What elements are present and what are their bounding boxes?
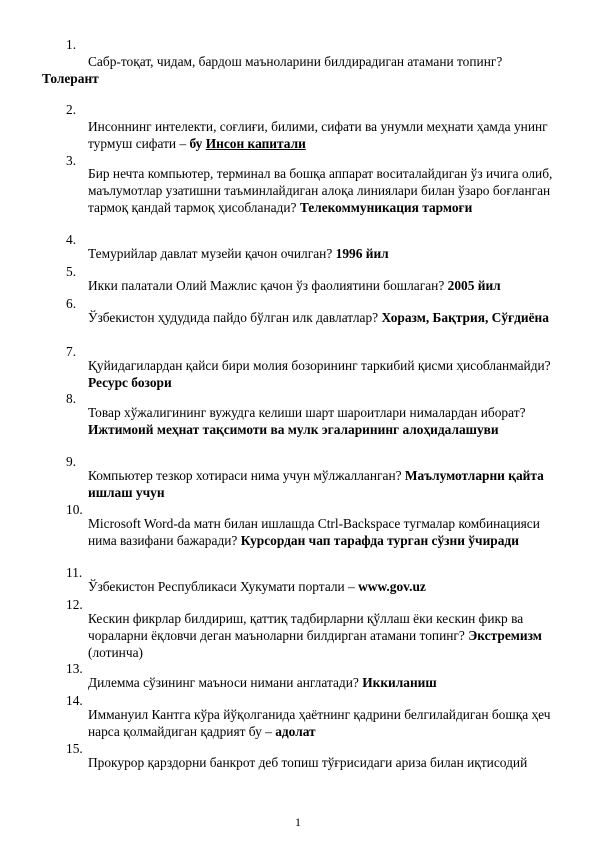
- question-text: [88, 165, 554, 216]
- item-number: 10.: [66, 502, 83, 517]
- question-text: [88, 277, 554, 294]
- question-text: [88, 309, 554, 326]
- question-body: Ўзбекистон Республикаси Хукумати портали –: [88, 579, 359, 594]
- question-text: [88, 674, 554, 691]
- answer-prefix: бу: [189, 136, 206, 151]
- question-text: [88, 754, 554, 771]
- question-body: Товар хўжалигининг вужудга келиши шарт шароитлари нималардан иборат?: [88, 405, 526, 420]
- question-body: Сабр-тоқат, чидам, бардош маъноларини билдирадиган атамани топинг?: [88, 54, 503, 69]
- question-body: Темурийлар давлат музейи қачон очилган?: [88, 246, 336, 261]
- item-number: 2.: [66, 102, 77, 117]
- answer-text: адолат: [275, 724, 316, 739]
- answer-text: Ижтимоий меҳнат тақсимоти ва мулк эгаларининг алоҳидалашуви: [88, 422, 499, 437]
- item-number: 3.: [66, 153, 77, 168]
- answer-text: Маълумотларни қайта ишлаш учун: [88, 468, 544, 500]
- answer-suffix: (лотинча): [88, 645, 143, 660]
- answer-text: www.gov.uz: [358, 579, 426, 594]
- item-number: 12.: [66, 597, 83, 612]
- item-number: 9.: [66, 454, 77, 469]
- answer-text: Иккиланиш: [362, 675, 437, 690]
- page-number: 1: [295, 815, 301, 829]
- question-text: [88, 706, 554, 740]
- question-text: [88, 53, 554, 70]
- item-number: 1.: [66, 37, 77, 52]
- question-body: Бир нечта компьютер, терминал ва бошқа аппарат воситалайдиган ўз ичига олиб, маълумотлар узатишни таъминлайдиган алоқа линиялари билан ўзаро боғланган тармоқ қандай тармоқ ҳисобланади?: [88, 166, 553, 215]
- question-body: Инсоннинг интелекти, соғлиғи, билими, сифати ва унумли меҳнати ҳамда унинг турмуш сифати –: [88, 119, 548, 151]
- answer-text: 1996 йил: [335, 246, 389, 261]
- question-body: Иммануил Кантга кўра йўқолганида ҳаётнинг қадрини белгилайдиган бошқа ҳеч нарса қолмайдиган қадрият бу –: [88, 707, 551, 739]
- question-text: [88, 118, 554, 152]
- answer-text: Экстремизм: [468, 628, 542, 643]
- answer-text: Телекоммуникация тармоғи: [299, 200, 473, 215]
- item-number: 15.: [66, 741, 83, 756]
- question-body: Microsoft Word-da матн билан ишлашда Ctrl-Backspace тугмалар комбинацияси нима вазифани бажаради?: [88, 516, 540, 548]
- answer-text: Толерант: [42, 71, 99, 86]
- answer-text: Хоразм, Бақтрия, Сўғдиёна: [381, 310, 549, 325]
- item-number: 4.: [66, 232, 77, 247]
- question-text: [88, 404, 554, 438]
- item-number: 5.: [66, 264, 77, 279]
- item-number: 6.: [66, 296, 77, 311]
- question-body: Дилемма сўзининг маъноси нимани англатади?: [88, 675, 363, 690]
- question-body: Икки палатали Олий Мажлис қачон ўз фаолиятини бошлаган?: [88, 278, 448, 293]
- question-text: [88, 610, 554, 661]
- answer-text: Курсордан чап тарафда турган сўзни ўчиради: [240, 533, 519, 548]
- question-text: [88, 245, 554, 262]
- item-number: 7.: [66, 344, 77, 359]
- question-body: Компьютер тезкор хотираси нима учун мўлжалланган?: [88, 468, 405, 483]
- item-number: 8.: [66, 391, 77, 406]
- question-text: [88, 357, 554, 391]
- question-text: [88, 467, 554, 501]
- question-body: Ўзбекистон ҳудудида пайдо бўлган илк давлатлар?: [88, 310, 382, 325]
- question-body: Қуйидагилардан қайси бири молия бозорининг таркибий қисми ҳисобланмайди?: [88, 358, 551, 373]
- item-number: 14.: [66, 693, 83, 708]
- question-body: Кескин фикрлар билдириш, қаттиқ тадбирларни қўллаш ёки кескин фикр ва чораларни ёқловчи деган маъноларни билдирган атамани топинг?: [88, 611, 524, 643]
- question-text: [88, 578, 554, 595]
- item-number: 11.: [66, 565, 83, 580]
- answer-text: 2005 йил: [447, 278, 501, 293]
- answer-text: Инсон капитали: [205, 136, 306, 151]
- question-body: Прокурор қарздорни банкрот деб топиш тўғрисидаги ариза билан иқтисодий: [88, 755, 528, 770]
- answer-text: Ресурс бозори: [88, 375, 172, 390]
- item-number: 13.: [66, 661, 83, 676]
- question-text: [88, 515, 554, 549]
